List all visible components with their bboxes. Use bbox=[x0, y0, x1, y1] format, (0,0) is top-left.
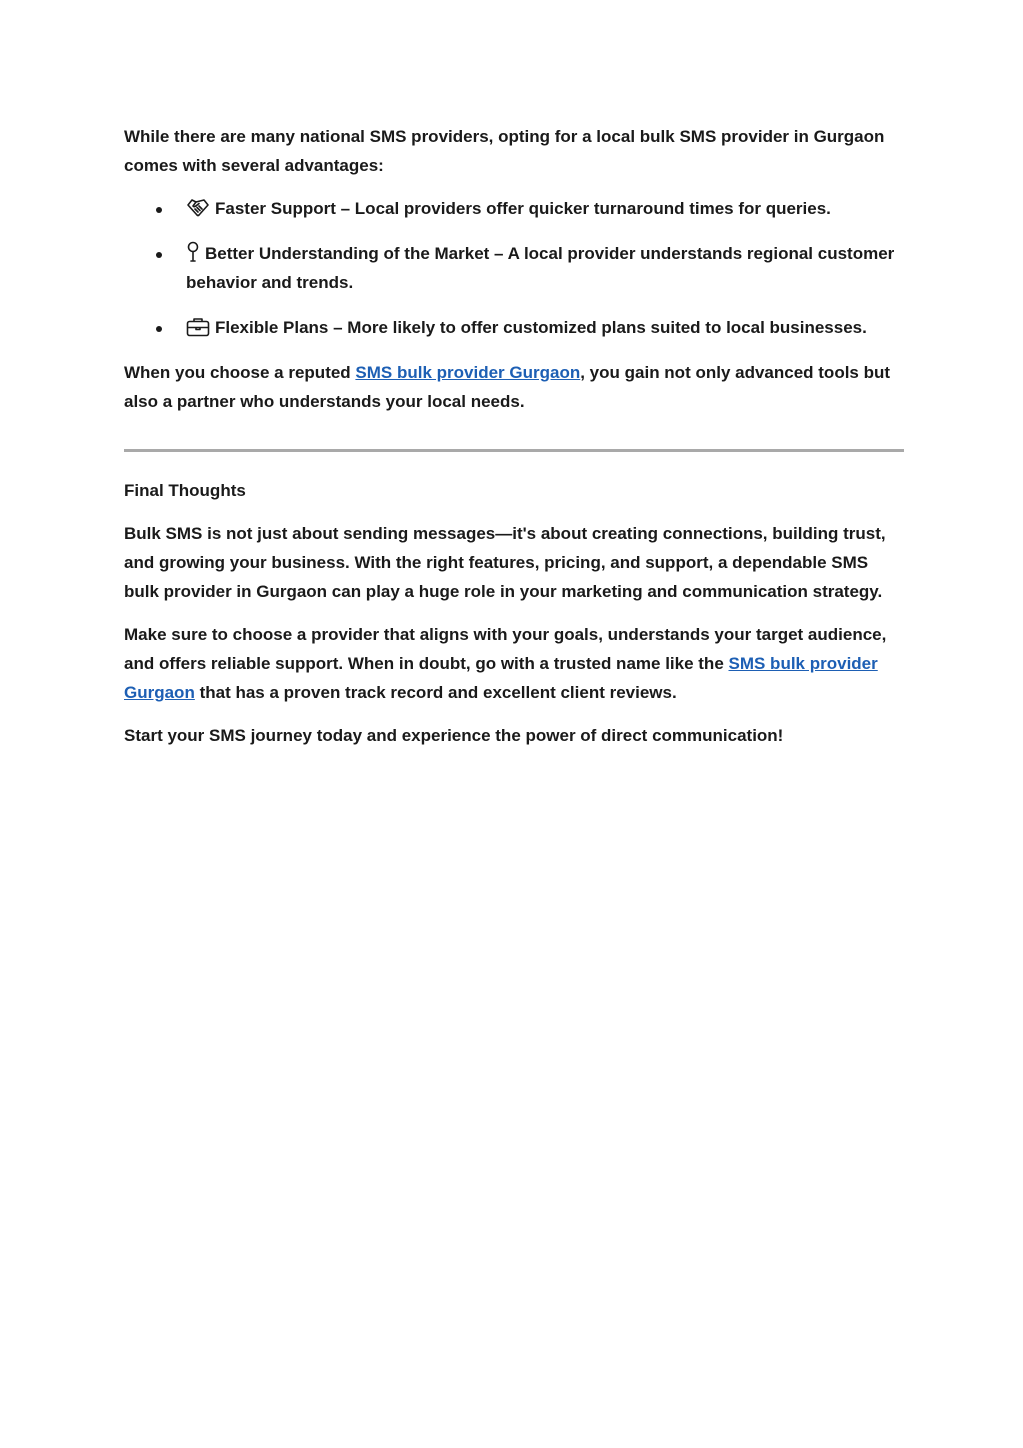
document-page bbox=[124, 122, 904, 764]
advantage-text: Better Understanding of the Market – A local provider understands regional customer behavior and trends. bbox=[186, 244, 895, 292]
final-p2-after: that has a proven track record and excellent client reviews. bbox=[194, 683, 677, 702]
advantages-list bbox=[124, 194, 904, 342]
final-thoughts-heading: Final Thoughts bbox=[124, 481, 246, 500]
intro-paragraph: While there are many national SMS providers, opting for a local bulk SMS provider in Gurgaon comes with several advantages: bbox=[124, 127, 885, 175]
choose-text-before: When you choose a reputed bbox=[124, 363, 356, 382]
bullet-dot bbox=[156, 207, 162, 213]
list-item bbox=[124, 313, 904, 342]
pin-icon bbox=[186, 241, 200, 263]
bullet-dot bbox=[156, 252, 162, 258]
advantage-text: Faster Support – Local providers offer quicker turnaround times for queries. bbox=[215, 199, 831, 218]
advantage-text: Flexible Plans – More likely to offer customized plans suited to local businesses. bbox=[215, 318, 867, 337]
final-paragraph-3: Start your SMS journey today and experience the power of direct communication! bbox=[124, 726, 784, 745]
handshake-icon bbox=[186, 198, 210, 218]
sms-provider-link[interactable]: SMS bulk provider Gurgaon bbox=[355, 363, 581, 382]
bullet-dot bbox=[156, 326, 162, 332]
sms-provider-link-2[interactable]: SMS bulk provider Gurgaon bbox=[124, 654, 878, 702]
final-paragraph-1: Bulk SMS is not just about sending messages—it's about creating connections, building trust, and growing your business. With the right features, pricing, and support, a dependable SMS bulk provider in Gurgaon can play a huge role in your marketing and communication strategy. bbox=[124, 524, 886, 601]
section-divider bbox=[124, 449, 904, 452]
briefcase-icon bbox=[186, 317, 210, 337]
choose-paragraph bbox=[124, 358, 904, 416]
list-item bbox=[124, 194, 904, 223]
choose-text-after: , you gain not only advanced tools but also a partner who understands your local needs. bbox=[124, 363, 891, 411]
list-item bbox=[124, 239, 904, 297]
final-p2-before: Make sure to choose a provider that aligns with your goals, understands your target audience, and offers reliable support. When in doubt, go with a trusted name like the bbox=[124, 625, 887, 673]
final-paragraph-2 bbox=[124, 620, 904, 707]
